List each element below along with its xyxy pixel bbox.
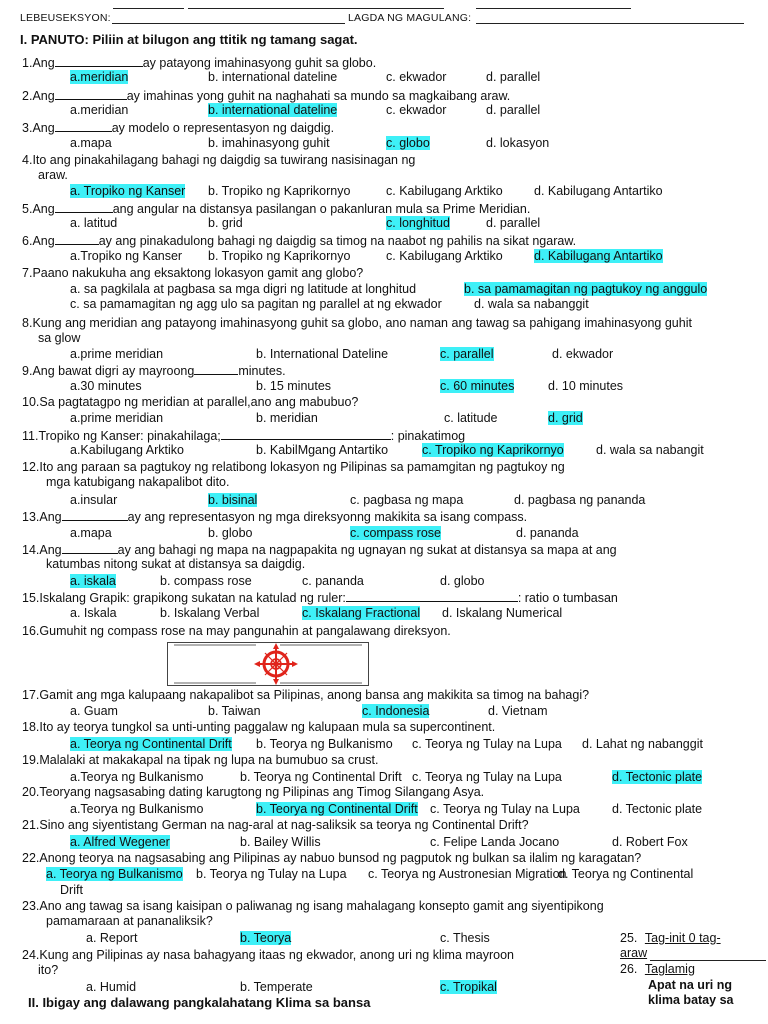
question-14-cont: katumbas nitong sukat at distansya sa daigdig. [46, 557, 306, 571]
question-16 [22, 624, 451, 639]
option-c[interactable]: c. Thesis [440, 931, 490, 945]
item-25-answer-cont: araw [620, 946, 648, 960]
question-1 [22, 55, 376, 71]
option-a[interactable]: a.30 minutes [70, 379, 142, 393]
answer-blank[interactable] [55, 88, 127, 100]
compass-drawing-area[interactable] [167, 642, 369, 686]
question-text: Ang [32, 56, 55, 70]
option-c[interactable]: c. Teorya ng Tulay na Lupa [430, 802, 580, 816]
option-b[interactable]: b. Temperate [240, 980, 313, 994]
option-b[interactable]: b. bisinal [208, 493, 258, 507]
question-2 [22, 88, 510, 104]
option-d[interactable]: d. Iskalang Numerical [442, 606, 563, 620]
option-b[interactable]: b. KabilMgang Antartiko [256, 443, 389, 457]
option-b[interactable]: b. 15 minutes [256, 379, 332, 393]
question-8-cont: sa glow [38, 331, 81, 345]
question-text-cont: : pinakatimog [390, 429, 466, 443]
question-text-cont: minutes. [238, 364, 286, 378]
option-c[interactable]: c. 60 minutes [440, 379, 515, 393]
option-b[interactable]: b. Teorya ng Bulkanismo [256, 737, 393, 751]
item-25-rule [650, 960, 766, 961]
question-text: Teoryang nagsasabing dating karugtong ng Pilipinas ang Timog Silangang Asya. [39, 785, 485, 799]
option-d[interactable]: d. pananda [516, 526, 579, 540]
question-number: 24. [22, 948, 40, 962]
option-d[interactable]: d. parallel [486, 70, 541, 84]
question-number: 17. [22, 688, 40, 702]
item-25-answer: Tag-init 0 tag- [644, 931, 721, 945]
question-text-cont: ay modelo o representasyon ng daigdig. [111, 121, 335, 135]
question-15 [22, 590, 618, 606]
option-b[interactable]: b. meridian [256, 411, 318, 425]
option-c[interactable]: c. Teorya ng Tulay na Lupa [412, 737, 562, 751]
question-21 [22, 818, 529, 833]
option-d[interactable]: d. globo [440, 574, 485, 588]
question-text: Ang [39, 510, 62, 524]
question-text: Anong teorya na nagsasabing ang Pilipinas ay nabuo bunsod ng pagputok ng bulkan sa ilalim ng karagatan? [39, 851, 642, 865]
option-a[interactable]: a. Iskala [70, 606, 117, 620]
question-text: Ang [32, 89, 55, 103]
question-9 [22, 363, 286, 379]
item-25 [620, 931, 721, 945]
question-text: Sa pagtatagpo ng meridian at parallel,ano ang mabubuo? [39, 395, 359, 409]
question-text-cont: ang angular na distansya pasilangan o pakanluran mula sa Prime Meridian. [112, 202, 531, 216]
question-number: 9. [22, 364, 33, 378]
option-b[interactable]: b. Taiwan [208, 704, 261, 718]
question-24 [22, 948, 514, 963]
option-b[interactable]: b. sa pamamagitan ng pagtukoy ng anggulo [464, 282, 708, 296]
option-a[interactable]: a.prime meridian [70, 411, 164, 425]
option-b[interactable]: b. Teorya ng Tulay na Lupa [196, 867, 347, 881]
option-b[interactable]: b. Iskalang Verbal [160, 606, 260, 620]
answer-blank[interactable] [55, 55, 143, 67]
question-number: 13. [22, 510, 40, 524]
question-23 [22, 899, 604, 914]
question-12 [22, 460, 565, 475]
option-d[interactable]: d. parallel [486, 216, 541, 230]
question-text: Ang [32, 234, 55, 248]
question-number: 4. [22, 153, 33, 167]
question-text-cont: ay ang representasyon ng mga direksyonng makikita sa isang compass. [127, 510, 528, 524]
question-24-cont: ito? [38, 963, 59, 977]
signature-field[interactable] [476, 23, 744, 24]
question-text: Gamit ang mga kalupaang nakapalibot sa Pilipinas, anong bansa ang makikita sa timog na bahagi? [39, 688, 590, 702]
question-text: Paano nakukuha ang eksaktong lokasyon gamit ang globo? [32, 266, 364, 280]
question-text: Kung ang Pilipinas ay nasa bahagyang itaas ng ekwador, anong uri ng klima mayroon [39, 948, 515, 962]
option-c[interactable]: c. ekwador [386, 103, 447, 117]
compass-rose-icon [168, 643, 368, 685]
answer-blank[interactable] [221, 428, 391, 440]
option-c[interactable]: c. parallel [440, 347, 494, 361]
option-a[interactable]: a.mapa [70, 526, 112, 540]
option-a[interactable]: a. Tropiko ng Kanser [70, 184, 186, 198]
question-12-cont: mga katubigang nakapalibot dito. [46, 475, 230, 489]
option-d[interactable]: d. parallel [486, 103, 541, 117]
question-number: 11. [22, 429, 39, 443]
answer-blank[interactable] [55, 233, 99, 245]
question-3 [22, 120, 334, 136]
item-26-answer: Taglamig [644, 962, 695, 976]
option-b[interactable]: b. globo [208, 526, 253, 540]
option-c[interactable]: c. latitude [444, 411, 498, 425]
option-a[interactable]: a.prime meridian [70, 347, 164, 361]
part2-title: II. Ibigay ang dalawang pangkalahatang Klima sa bansa [28, 995, 371, 1010]
option-b[interactable]: b. international dateline [208, 103, 338, 117]
question-number: 7. [22, 266, 33, 280]
question-number: 12. [22, 460, 40, 474]
option-a[interactable]: a. Humid [86, 980, 137, 994]
question-5 [22, 201, 530, 217]
option-d[interactable]: d. Kabilugang Antartiko [534, 249, 663, 263]
question-text-cont: ay ang bahagi ng mapa na nagpapakita ng ugnayan ng sukat at distansya sa mapa at ang [117, 543, 617, 557]
question-6 [22, 233, 576, 249]
question-text-cont: : ratio o tumbasan [517, 591, 618, 605]
side-note-2: klima batay sa [648, 993, 734, 1007]
item-25-number: 25. [620, 931, 638, 945]
question-text: Tropiko ng Kanser: pinakahilaga; [38, 429, 221, 443]
question-text: Ang bawat digri ay mayroong [32, 364, 195, 378]
question-text: Kung ang meridian ang patayong imahinasyong guhit sa globo, ano naman ang tawag sa pahigang imahinasyong guhit [32, 316, 692, 330]
answer-blank[interactable] [194, 363, 238, 375]
question-18 [22, 720, 495, 735]
option-b[interactable]: b. Teorya ng Continental Drift [256, 802, 418, 816]
option-a[interactable]: a.Kabilugang Arktiko [70, 443, 184, 457]
option-d[interactable]: d. Robert Fox [612, 835, 688, 849]
section-label: LEBEUSEKSYON: [20, 12, 111, 24]
question-number: 1. [22, 56, 33, 70]
question-4 [22, 153, 415, 168]
option-c[interactable]: c. sa pamamagitan ng agg ulo sa pagitan ng parallel at ng ekwador [70, 297, 442, 311]
question-13 [22, 509, 527, 525]
question-text: Ang [32, 121, 55, 135]
question-17 [22, 688, 589, 703]
option-b[interactable]: b. Teorya ng Continental Drift [240, 770, 402, 784]
question-7 [22, 266, 363, 281]
question-22 [22, 851, 641, 866]
option-d[interactable]: d. Teorya ng Continental [558, 867, 694, 881]
option-b[interactable]: b. grid [208, 216, 243, 230]
option-b[interactable]: b. imahinasyong guhit [208, 136, 330, 150]
option-b[interactable]: b. Bailey Willis [240, 835, 321, 849]
question-text: Malalaki at makakapal na tipak ng lupa na bumubuo sa crust. [39, 753, 379, 767]
question-19 [22, 753, 378, 768]
option-c[interactable]: c. Iskalang Fractional [302, 606, 421, 620]
question-number: 14. [22, 543, 40, 557]
option-c[interactable]: c. compass rose [350, 526, 442, 540]
question-number: 2. [22, 89, 33, 103]
option-a[interactable]: a.Teorya ng Bulkanismo [70, 802, 204, 816]
item-26 [620, 962, 739, 976]
question-number: 6. [22, 234, 33, 248]
question-8 [22, 316, 692, 331]
header-rule [113, 8, 184, 9]
option-b[interactable]: b. Tropiko ng Kaprikornyo [208, 184, 351, 198]
option-c[interactable]: c. Kabilugang Arktiko [386, 249, 503, 263]
section-field[interactable] [112, 23, 345, 24]
question-text: Ano ang tawag sa isang kaisipan o paliwanag ng isang mahalagang konsepto gamit ang siyentipikong [39, 899, 604, 913]
option-c[interactable]: c. Tropikal [440, 980, 497, 994]
question-number: 18. [22, 720, 40, 734]
option-d[interactable]: d. Tectonic plate [612, 770, 703, 784]
question-text-cont: ay ang pinakadulong bahagi ng daigdig sa timog na naabot ng pahilis na sikat ngaraw. [98, 234, 577, 248]
option-a[interactable]: a. Teorya ng Continental Drift [70, 737, 232, 751]
option-a[interactable]: a. Alfred Wegener [70, 835, 170, 849]
header-rule [188, 8, 444, 9]
question-14 [22, 542, 617, 558]
option-c[interactable]: c. pagbasa ng mapa [350, 493, 464, 507]
answer-blank[interactable] [62, 509, 128, 521]
question-number: 19. [22, 753, 40, 767]
option-d[interactable]: Drift [60, 883, 83, 897]
option-c[interactable]: c. Tropiko ng Kaprikornyo [422, 443, 564, 457]
option-c[interactable]: c. Indonesia [362, 704, 430, 718]
question-23-cont: pamamaraan at pananaliksik? [46, 914, 213, 928]
question-text: Sino ang siyentistang German na nag-aral at nag-saliksik sa teorya ng Continental Drift? [39, 818, 529, 832]
option-d[interactable]: d. pagbasa ng pananda [514, 493, 646, 507]
option-a[interactable]: a. Report [86, 931, 138, 945]
option-a[interactable]: a.meridian [70, 70, 129, 84]
question-text: Gumuhit ng compass rose na may pangunahin at pangalawang direksyon. [39, 624, 451, 638]
question-text: Ito ang paraan sa pagtukoy ng relatibong lokasyon ng Pilipinas sa pamamgitan ng pagtukoy ng [39, 460, 565, 474]
question-number: 22. [22, 851, 40, 865]
option-c[interactable]: c. Felipe Landa Jocano [430, 835, 560, 849]
question-4-cont: araw. [38, 168, 68, 182]
question-number: 8. [22, 316, 33, 330]
option-a[interactable]: a. latitud [70, 216, 118, 230]
question-text: Iskalang Grapik: grapikong sukatan na katulad ng ruler: [39, 591, 346, 605]
option-a[interactable]: a. Guam [70, 704, 118, 718]
question-text: Ito ay teorya tungkol sa unti-unting paggalaw ng kalupaan mula sa supercontinent. [39, 720, 496, 734]
question-number: 3. [22, 121, 33, 135]
question-number: 16. [22, 624, 40, 638]
option-a[interactable]: a.insular [70, 493, 118, 507]
option-b[interactable]: b. Teorya [240, 931, 292, 945]
option-d[interactable]: d. Kabilugang Antartiko [534, 184, 663, 198]
option-d[interactable]: d. grid [548, 411, 583, 425]
question-10 [22, 395, 358, 410]
answer-blank[interactable] [55, 120, 112, 132]
option-a[interactable]: a. iskala [70, 574, 116, 588]
item-26-number: 26. [620, 962, 638, 976]
option-a[interactable]: a. sa pagkilala at pagbasa sa mga digri ng latitude at longhitud [70, 282, 417, 296]
question-11 [22, 428, 465, 444]
option-a[interactable]: a. Teorya ng Bulkanismo [46, 867, 183, 881]
question-number: 23. [22, 899, 40, 913]
option-b[interactable]: b. international dateline [208, 70, 338, 84]
answer-blank[interactable] [346, 590, 518, 602]
option-c[interactable]: c. ekwador [386, 70, 447, 84]
question-number: 5. [22, 202, 33, 216]
question-text-cont: ay patayong imahinasyong guhit sa globo. [142, 56, 377, 70]
option-b[interactable]: b. compass rose [160, 574, 252, 588]
option-c[interactable]: c. pananda [302, 574, 364, 588]
option-c[interactable]: c. Kabilugang Arktiko [386, 184, 503, 198]
answer-blank[interactable] [62, 542, 118, 554]
signature-label: LAGDA NG MAGULANG: [348, 12, 472, 24]
question-number: 21. [22, 818, 40, 832]
option-a[interactable]: a.mapa [70, 136, 112, 150]
question-20 [22, 785, 484, 800]
answer-blank[interactable] [55, 201, 113, 213]
option-a[interactable]: a.Tropiko ng Kanser [70, 249, 183, 263]
header-rule [476, 8, 631, 9]
option-b[interactable]: b. Tropiko ng Kaprikornyo [208, 249, 351, 263]
question-text: Ang [39, 543, 62, 557]
option-d[interactable]: d. lokasyon [486, 136, 550, 150]
option-d[interactable]: d. 10 minutes [548, 379, 624, 393]
option-c[interactable]: c. globo [386, 136, 430, 150]
option-d[interactable]: d. Lahat ng nabanggit [582, 737, 703, 751]
option-d[interactable]: d. ekwador [552, 347, 614, 361]
question-number: 20. [22, 785, 40, 799]
option-d[interactable]: d. wala sa nabangit [596, 443, 704, 457]
option-b[interactable]: b. International Dateline [256, 347, 389, 361]
part1-title: I. PANUTO: Piliin at bilugon ang ttitik ng tamang sagat. [20, 32, 358, 47]
option-c[interactable]: c. Teorya ng Austronesian Migration [368, 867, 567, 881]
option-c[interactable]: c. Teorya ng Tulay na Lupa [412, 770, 562, 784]
option-c[interactable]: c. longhitud [386, 216, 450, 230]
side-note-1: Apat na uri ng [648, 978, 733, 992]
option-d[interactable]: d. Tectonic plate [612, 802, 703, 816]
option-a[interactable]: a.meridian [70, 103, 129, 117]
question-number: 15. [22, 591, 40, 605]
option-a[interactable]: a.Teorya ng Bulkanismo [70, 770, 204, 784]
option-d[interactable]: d. wala sa nabanggit [474, 297, 589, 311]
question-text: Ang [32, 202, 55, 216]
question-text-cont: ay imahinas yong guhit na naghahati sa mundo sa magkaibang araw. [126, 89, 511, 103]
question-number: 10. [22, 395, 40, 409]
question-text: Ito ang pinakahilagang bahagi ng daigdig sa tuwirang nasisinagan ng [32, 153, 416, 167]
option-d[interactable]: d. Vietnam [488, 704, 548, 718]
